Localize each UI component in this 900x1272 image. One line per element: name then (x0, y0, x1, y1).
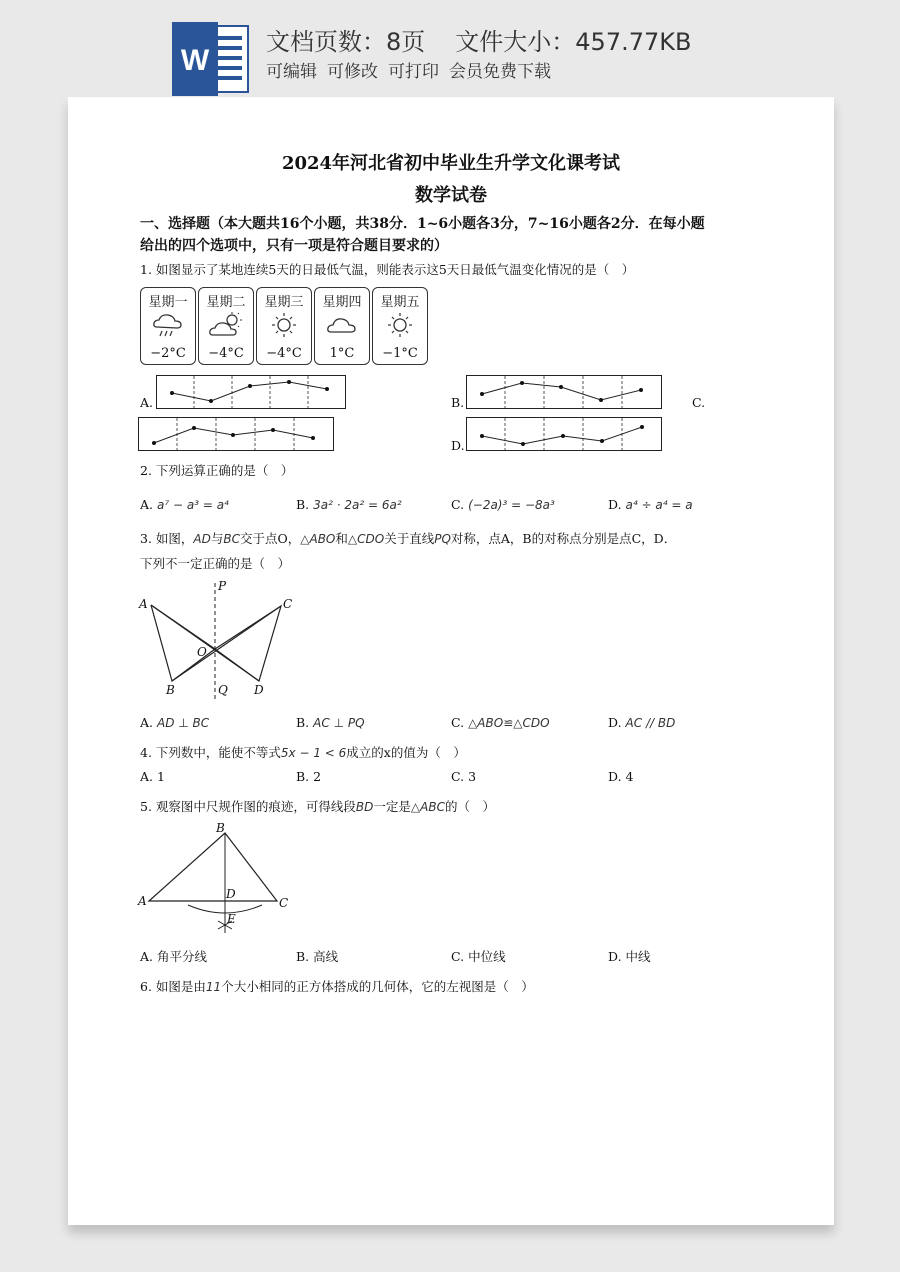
q3-butterfly-figure (136, 577, 306, 705)
weather-temp: −1°C (382, 346, 418, 361)
q3-option-b[interactable] (296, 715, 365, 730)
exam-subtitle: 数学试卷 (415, 185, 487, 206)
q3-line-pq: PQ (434, 532, 451, 546)
weather-temp: −2°C (150, 346, 186, 361)
point-label-d: D (254, 683, 264, 697)
q4-inequality: 5x − 1 < 6 (280, 746, 347, 760)
weather-day: 星期一 (148, 295, 188, 310)
option-expression: a⁷ − a³ = a⁴ (157, 498, 229, 512)
weather-card-wednesday (256, 287, 312, 365)
point-label-o: O (197, 645, 207, 659)
page-count: 文档页数：8页 (266, 28, 426, 56)
q3-text-part: 与 (210, 531, 224, 546)
q6-number: 11 (205, 980, 222, 994)
option-letter: C. (451, 715, 465, 730)
q6-text-part: 6. 如图是由 (140, 979, 206, 994)
weather-day: 星期二 (206, 295, 246, 310)
option-letter: C. (451, 497, 465, 512)
q2-option-a[interactable] (140, 497, 229, 512)
q4-option-d[interactable]: D. 4 (608, 769, 634, 784)
feature-editable: 可编辑 (266, 62, 317, 82)
question-4-text (140, 743, 466, 761)
q5-construction-figure (136, 821, 296, 939)
cloud-icon (325, 312, 359, 338)
q3-text-part: 对称，点A，B的对称点分别是点C，D． (450, 531, 677, 546)
point-label-c: C (283, 597, 293, 611)
partly-sunny-icon (209, 312, 243, 338)
q5-text-part: 一定是 (373, 799, 411, 814)
q5-option-c[interactable]: C. 中位线 (451, 949, 506, 964)
option-expression: (−2a)³ = −8a³ (468, 498, 555, 512)
q3-segment-ad: AD (193, 532, 211, 546)
option-letter: A. (140, 715, 154, 730)
q5-text-part: 5. 观察图中尺规作图的痕迹，可得线段 (140, 799, 356, 814)
point-label-b: B (166, 683, 175, 697)
option-letter: D. (608, 497, 622, 512)
q4-option-a[interactable]: A. 1 (140, 769, 165, 784)
q3-text-part: 3. 如图， (140, 531, 194, 546)
svg-text:W: W (180, 44, 210, 77)
option-expression: 3a² · 2a² = 6a² (313, 498, 402, 512)
q2-option-c[interactable] (451, 497, 555, 512)
feature-member-download[interactable]: 会员免费下载 (449, 62, 551, 82)
file-size: 文件大小：457.77KB (455, 28, 692, 56)
q5-text-part: 的（ ） (444, 799, 495, 814)
q4-text-part: 成立的x的值为（ ） (346, 745, 466, 760)
question-3-text-line2: 下列不一定正确的是（ ） (140, 556, 291, 571)
q3-option-a[interactable] (140, 715, 209, 730)
q5-option-a[interactable]: A. 角平分线 (140, 949, 207, 964)
weather-temp: 1°C (329, 346, 355, 361)
question-6-text (140, 977, 534, 995)
option-letter: A. (140, 497, 154, 512)
section-heading-line1: 一、选择题（本大题共16个小题，共38分．1~6小题各3分，7~16小题各2分．在每小题 (140, 216, 705, 232)
weather-day: 星期三 (264, 295, 304, 310)
q3-option-d[interactable] (608, 715, 675, 730)
q3-segment-bc: BC (223, 532, 240, 546)
q5-triangle-abc: △ABC (410, 800, 445, 814)
q3-text-part: 和 (335, 531, 348, 546)
q3-triangle-cdo: △CDO (347, 532, 385, 546)
q2-option-b[interactable] (296, 497, 402, 512)
weather-card-thursday (314, 287, 370, 365)
weather-temp: −4°C (208, 346, 244, 361)
rain-cloud-icon (151, 312, 185, 338)
q4-option-b[interactable]: B. 2 (296, 769, 322, 784)
question-3-text (140, 529, 676, 547)
q1-option-b-graph[interactable] (466, 375, 662, 409)
feature-modifiable: 可修改 (327, 62, 378, 82)
q5-option-d[interactable]: D. 中线 (608, 949, 651, 964)
option-expression: AD ⊥ BC (157, 716, 210, 730)
point-label-e: E (227, 912, 236, 926)
feature-printable: 可打印 (388, 62, 439, 82)
q5-segment-bd: BD (355, 800, 374, 814)
point-label-a: A (138, 894, 147, 908)
q1-option-a-graph[interactable] (156, 375, 346, 409)
word-document-icon (172, 22, 250, 96)
q5-option-b[interactable]: B. 高线 (296, 949, 339, 964)
q1-option-d-graph[interactable] (466, 417, 662, 451)
weather-day: 星期五 (380, 295, 420, 310)
file-info (266, 22, 691, 57)
q3-text-part: 交于点O， (240, 531, 301, 546)
question-1-text: 1. 如图显示了某地连续5天的日最低气温，则能表示这5天日最低气温变化情况的是（ ） (140, 262, 635, 277)
weather-card-tuesday (198, 287, 254, 365)
q3-triangle-abo: △ABO (300, 532, 336, 546)
sun-icon (267, 312, 301, 338)
point-label-p: P (218, 579, 227, 593)
option-letter: D. (608, 715, 622, 730)
document-page (68, 97, 834, 1225)
question-2-text: 2. 下列运算正确的是（ ） (140, 463, 294, 478)
option-expression: a⁴ ÷ a⁴ = a (625, 498, 693, 512)
weather-temp: −4°C (266, 346, 302, 361)
q3-option-c[interactable] (451, 715, 550, 730)
download-header (0, 0, 900, 100)
point-label-a: A (139, 597, 148, 611)
weather-card-monday (140, 287, 196, 365)
q3-text-part: 关于直线 (384, 531, 435, 546)
option-expression: AC // BD (625, 716, 676, 730)
q1-option-b-label: B. (451, 395, 465, 410)
question-5-text (140, 797, 495, 815)
option-expression: AC ⊥ PQ (313, 716, 365, 730)
point-label-q: Q (218, 683, 228, 697)
q4-text-part: 4. 下列数中，能使不等式 (140, 745, 281, 760)
point-label-d: D (226, 887, 236, 901)
option-letter: B. (296, 497, 310, 512)
point-label-b: B (216, 821, 225, 835)
q1-option-c-label: C. (692, 395, 706, 410)
option-expression: △ABO≌△CDO (468, 716, 550, 730)
q6-text-part: 个大小相同的正方体搭成的几何体，它的左视图是（ ） (221, 979, 534, 994)
exam-title: 2024年河北省初中毕业生升学文化课考试 (281, 153, 621, 174)
option-letter: B. (296, 715, 310, 730)
weather-day: 星期四 (322, 295, 362, 310)
weather-card-friday (372, 287, 428, 365)
section-heading-line2: 给出的四个选项中，只有一项是符合题目要求的） (140, 238, 448, 254)
q2-option-d[interactable] (608, 497, 693, 512)
point-label-c: C (279, 896, 289, 910)
sun-icon (383, 312, 417, 338)
q1-option-d-label: D. (451, 438, 465, 453)
feature-list (266, 57, 561, 82)
q4-option-c[interactable]: C. 3 (451, 769, 477, 784)
q1-option-a-label: A. (140, 395, 154, 410)
q1-option-c-graph[interactable] (138, 417, 334, 451)
